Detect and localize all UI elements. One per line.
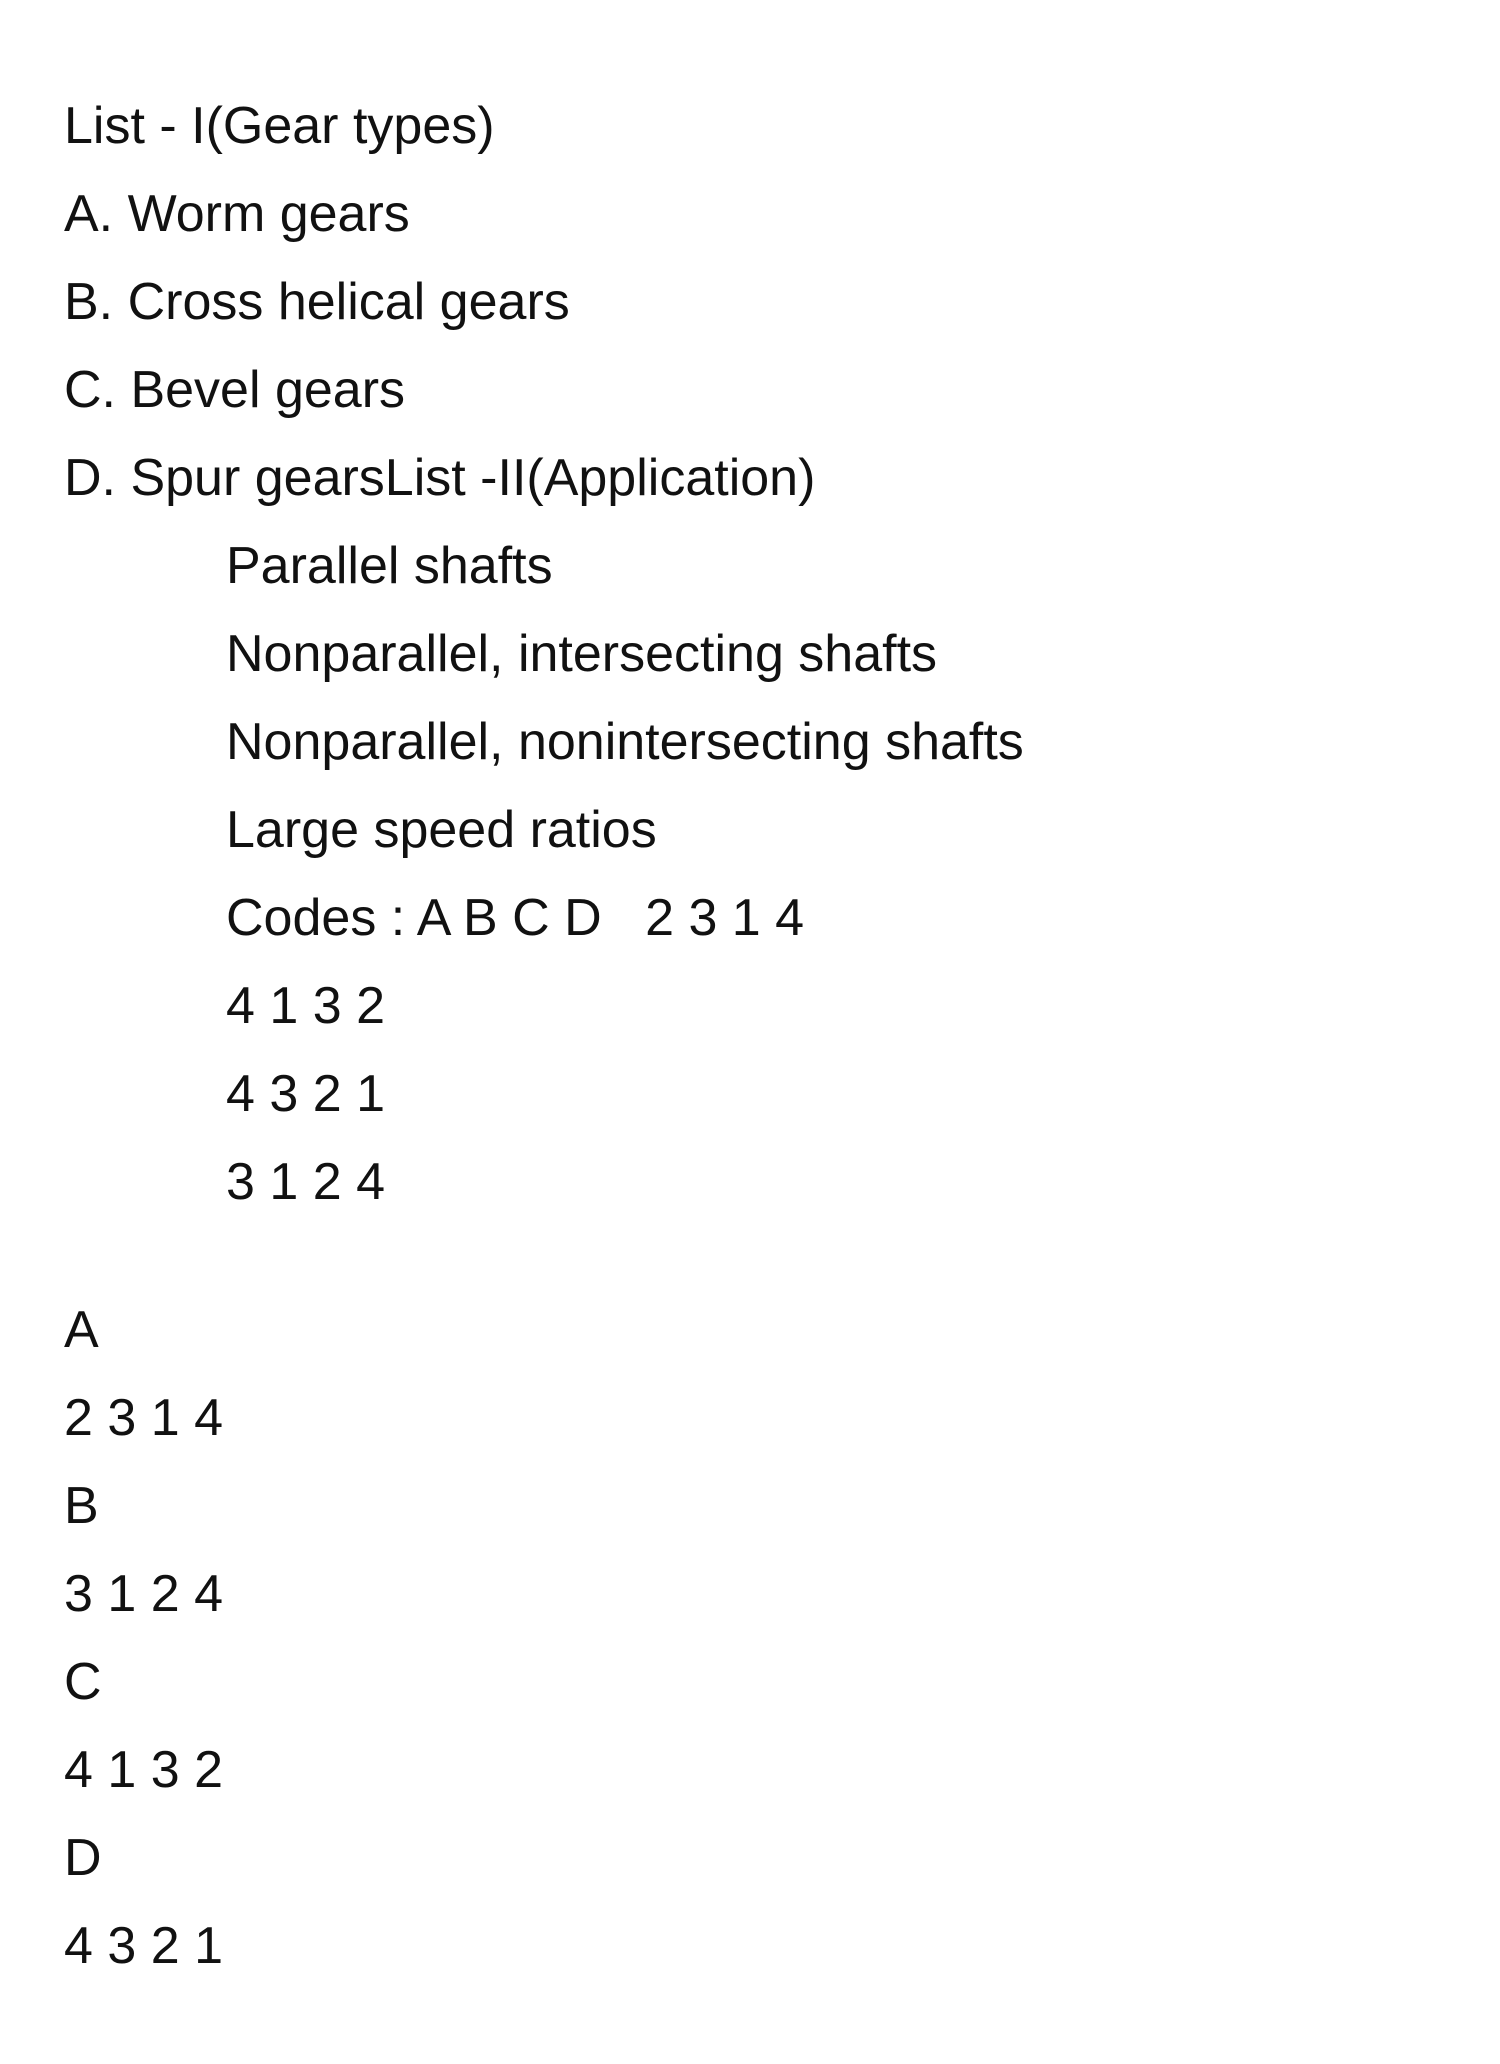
list1-item-a: A. Worm gears	[64, 185, 410, 243]
option-d-label[interactable]: D	[64, 1829, 102, 1887]
list2-item-1: Parallel shafts	[226, 537, 553, 595]
codes-line-3: 4 3 2 1	[226, 1065, 386, 1123]
option-a-value[interactable]: 2 3 1 4	[64, 1389, 224, 1447]
option-a-label[interactable]: A	[64, 1301, 99, 1359]
option-c-label[interactable]: C	[64, 1653, 102, 1711]
list2-item-2: Nonparallel, intersecting shafts	[226, 625, 938, 683]
option-d-value[interactable]: 4 3 2 1	[64, 1917, 224, 1975]
list2-item-4: Large speed ratios	[226, 801, 657, 859]
option-b-label[interactable]: B	[64, 1477, 99, 1535]
list1-item-c: C. Bevel gears	[64, 361, 406, 419]
codes-line-4: 3 1 2 4	[226, 1153, 386, 1211]
option-b-value[interactable]: 3 1 2 4	[64, 1565, 224, 1623]
option-c-value[interactable]: 4 1 3 2	[64, 1741, 224, 1799]
list2-item-3: Nonparallel, nonintersecting shafts	[226, 713, 1024, 771]
codes-line-1: Codes : A B C D 2 3 1 4	[226, 889, 805, 947]
list1-item-d: D. Spur gearsList -II(Application)	[64, 449, 816, 507]
codes-line-2: 4 1 3 2	[226, 977, 386, 1035]
list1-heading: List - I(Gear types)	[64, 97, 495, 155]
list1-item-b: B. Cross helical gears	[64, 273, 570, 331]
